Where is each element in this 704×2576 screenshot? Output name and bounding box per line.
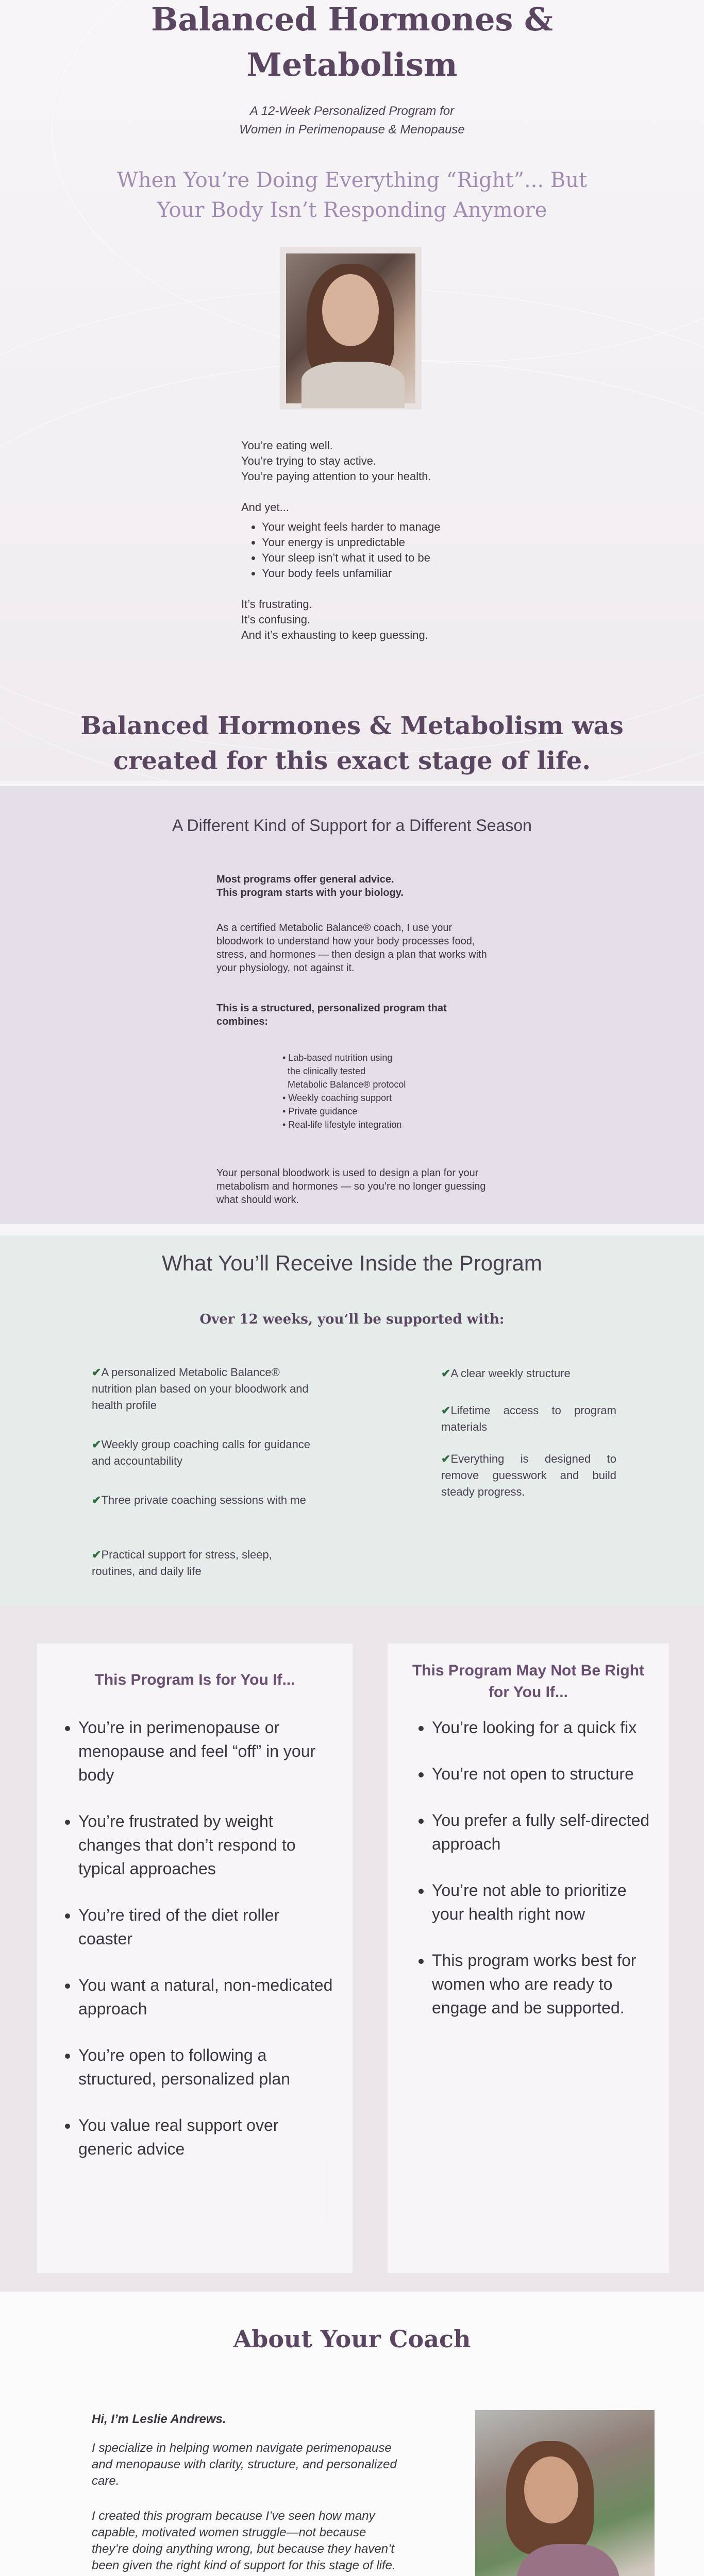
not-for-you-item: • You’re not open to structure [432, 1762, 653, 1786]
for-you-item: • You’re open to following a structured, personalized plan [78, 2043, 336, 2091]
hero-intro [241, 438, 463, 643]
receive-item: ✔Everything is designed to remove guesswork and build steady progress. [441, 1452, 616, 1498]
intro-line: You’re trying to stay active. [241, 454, 377, 467]
closing-line: And it’s exhausting to keep guessing. [241, 629, 428, 641]
fit-section [0, 1606, 704, 2292]
coach-para: I specialize in helping women navigate perimenopause and menopause with clarity, structure, and personalized care. [92, 2441, 397, 2488]
program-combines-text: This is a structured, personalized program that combines: [216, 1003, 447, 1027]
combines-item: Metabolic Balance® protocol [288, 1079, 406, 1090]
bold-line: Most programs offer general advice. [216, 874, 394, 885]
not-for-you-title-line2: for You If... [489, 1684, 568, 1701]
symptom-item: • Your sleep isn’t what it used to be [262, 550, 463, 566]
receive-item: ✔A personalized Metabolic Balance® nutrition plan based on your bloodwork and health profile [92, 1366, 309, 1412]
combines-item: • Weekly coaching support [282, 1093, 392, 1103]
about-coach-section [0, 2292, 704, 2576]
for-you-card [37, 1643, 353, 2273]
section-title: What You’ll Receive Inside the Program [162, 1251, 542, 1275]
symptom-list [241, 519, 463, 581]
intro-line: You’re paying attention to your health. [241, 470, 431, 483]
for-you-item: • You value real support over generic advice [78, 2113, 336, 2161]
for-you-item: • You want a natural, non-medicated approach [78, 1973, 336, 2021]
hero-title-line1: Balanced Hormones & [150, 1, 554, 38]
coach-para: I created this program because I’ve seen how many capable, motivated women struggle—not because they’re doing anything wrong, but because they haven’t been given the right kind of support for this stage of life. [92, 2509, 396, 2572]
for-you-item: • You’re frustrated by weight changes that don’t respond to typical approaches [78, 1809, 336, 1880]
symptom-item: • Your energy is unpredictable [262, 535, 463, 550]
check-icon: ✔ [441, 1452, 451, 1465]
closing-line: It’s frustrating. [241, 598, 312, 611]
combines-item: • Real-life lifestyle integration [282, 1120, 402, 1130]
receive-section [0, 1235, 704, 1606]
section-title: A Different Kind of Support for a Different Season [172, 816, 532, 835]
created-heading-line2: created for this exact stage of life. [113, 747, 591, 775]
check-icon: ✔ [441, 1367, 451, 1380]
coach-photo-image [475, 2410, 655, 2576]
check-icon: ✔ [92, 1494, 102, 1506]
hero-portrait-image [280, 247, 422, 410]
not-for-you-item: • You’re not able to prioritize your health right now [432, 1878, 653, 1926]
symptom-item: • Your body feels unfamiliar [262, 566, 463, 581]
hero-title-line2: Metabolism [246, 46, 458, 83]
symptom-item: • Your weight feels harder to manage [262, 519, 463, 535]
different-support-section [0, 786, 704, 1224]
hero-headline-line2: Your Body Isn’t Responding Anymore [157, 198, 547, 222]
for-you-title: This Program Is for You If... [94, 1671, 295, 1688]
bold-line: This program starts with your biology. [216, 887, 404, 899]
bloodwork-text: Your personal bloodwork is used to design a plan for your metabolism and hormones — so you’re no longer guessing what should work. [216, 1167, 486, 1206]
receive-item: ✔Three private coaching sessions with me [92, 1494, 306, 1506]
coach-approach-text: As a certified Metabolic Balance® coach, I use your bloodwork to understand how your body processes food, stress, and hormones — then design a plan that works with your physiology, not against it. [216, 922, 487, 974]
hero-subtitle-line1: A 12-Week Personalized Program for [249, 104, 455, 118]
closing-line: It’s confusing. [241, 613, 311, 626]
hero-headline-line1: When You’re Doing Everything “Right”... But [116, 168, 588, 192]
intro-line: You’re eating well. [241, 439, 333, 452]
not-for-you-item: • You’re looking for a quick fix [432, 1716, 653, 1739]
check-icon: ✔ [441, 1404, 451, 1417]
created-heading-line1: Balanced Hormones & Metabolism was [80, 711, 624, 740]
not-for-you-item: • You prefer a fully self-directed approach [432, 1808, 653, 1856]
for-you-list [63, 1716, 336, 2183]
coach-greeting: Hi, I’m Leslie Andrews. [92, 2412, 226, 2426]
combines-list [282, 1051, 437, 1131]
receive-item: ✔Lifetime access to program materials [441, 1404, 616, 1433]
check-icon: ✔ [92, 1438, 102, 1451]
combines-item: • Lab-based nutrition using [282, 1053, 393, 1063]
receive-item: ✔A clear weekly structure [441, 1367, 571, 1380]
hero-section [0, 0, 704, 781]
combines-item: • Private guidance [282, 1106, 358, 1116]
combines-item: the clinically tested [288, 1066, 366, 1076]
biology-intro [216, 873, 495, 900]
section-title: About Your Coach [233, 2325, 471, 2353]
check-icon: ✔ [92, 1548, 102, 1561]
receive-item: ✔Practical support for stress, sleep, routines, and daily life [92, 1548, 272, 1578]
for-you-item: • You’re tired of the diet roller coaster [78, 1903, 336, 1951]
not-for-you-item: • This program works best for women who are ready to engage and be supported. [432, 1948, 653, 2020]
section-subtitle: Over 12 weeks, you’ll be supported with: [199, 1312, 505, 1327]
check-icon: ✔ [92, 1366, 102, 1379]
not-for-you-title-line1: This Program May Not Be Right [412, 1662, 645, 1679]
hero-subtitle-line2: Women in Perimenopause & Menopause [239, 123, 465, 137]
receive-item: ✔Weekly group coaching calls for guidance and accountability [92, 1438, 311, 1467]
and-yet-text: And yet... [241, 501, 289, 514]
not-for-you-card [388, 1643, 669, 2273]
not-for-you-list [416, 1716, 653, 2042]
for-you-item: • You’re in perimenopause or menopause and feel “off” in your body [78, 1716, 336, 1787]
